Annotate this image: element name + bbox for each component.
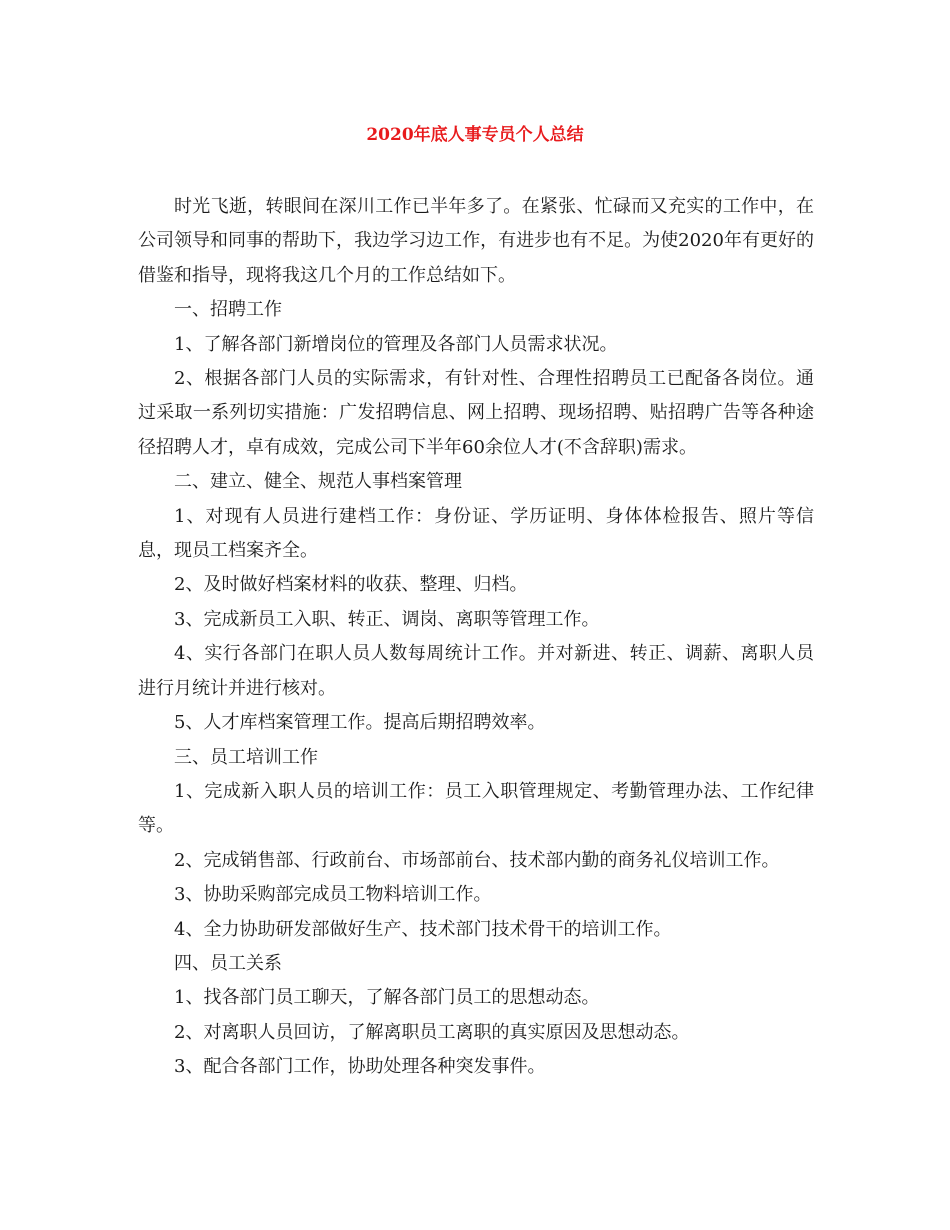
list-item: 3、配合各部门工作，协助处理各种突发事件。 — [174, 1056, 546, 1078]
section-heading-recruitment: 一、招聘工作 — [174, 299, 282, 321]
list-item: 1、完成新入职人员的培训工作：员工入职管理规定、考勤管理办法、工作纪律等。 — [138, 780, 814, 837]
list-item: 2、及时做好档案材料的收获、整理、归档。 — [174, 574, 528, 596]
list-item: 4、实行各部门在职人员人数每周统计工作。并对新进、转正、调薪、离职人员进行月统计并进行核对。 — [138, 643, 814, 699]
list-item: 1、了解各部门新增岗位的管理及各部门人员需求状况。 — [174, 333, 618, 355]
list-item: 4、全力协助研发部做好生产、技术部门技术骨干的培训工作。 — [174, 918, 672, 940]
section-heading-training: 三、员工培训工作 — [174, 746, 318, 768]
list-item: 2、对离职人员回访，了解离职员工离职的真实原因及思想动态。 — [174, 1021, 690, 1043]
list-item: 3、协助采购部完成员工物料培训工作。 — [174, 884, 492, 906]
section-heading-archives: 二、建立、健全、规范人事档案管理 — [174, 471, 462, 493]
paragraph-intro: 时光飞逝，转眼间在深川工作已半年多了。在紧张、忙碌而又充实的工作中，在公司领导和同事的帮助下，我边学习边工作，有进步也有不足。为使2020年有更好的借鉴和指导，现将我这几个月的工作总结如下。 — [138, 196, 814, 286]
list-item: 2、完成销售部、行政前台、市场部前台、技术部内勤的商务礼仪培训工作。 — [174, 849, 780, 871]
list-item: 5、人才库档案管理工作。提高后期招聘效率。 — [174, 712, 546, 734]
list-item: 1、对现有人员进行建档工作：身份证、学历证明、身体体检报告、照片等信息，现员工档案齐全。 — [138, 505, 814, 562]
list-item: 3、完成新员工入职、转正、调岗、离职等管理工作。 — [174, 608, 600, 630]
document-body — [138, 190, 814, 1085]
section-heading-employee-relations: 四、员工关系 — [174, 952, 282, 974]
list-item: 2、根据各部门人员的实际需求，有针对性、合理性招聘员工已配备各岗位。通过采取一系列切实措施：广发招聘信息、网上招聘、现场招聘、贴招聘广告等各种途径招聘人才，卓有成效，完成公司下半年60余位人才(不含辞职)需求。 — [138, 368, 814, 458]
list-item: 1、找各部门员工聊天，了解各部门员工的思想动态。 — [174, 987, 600, 1009]
document-title: 2020年底人事专员个人总结 — [366, 125, 584, 145]
